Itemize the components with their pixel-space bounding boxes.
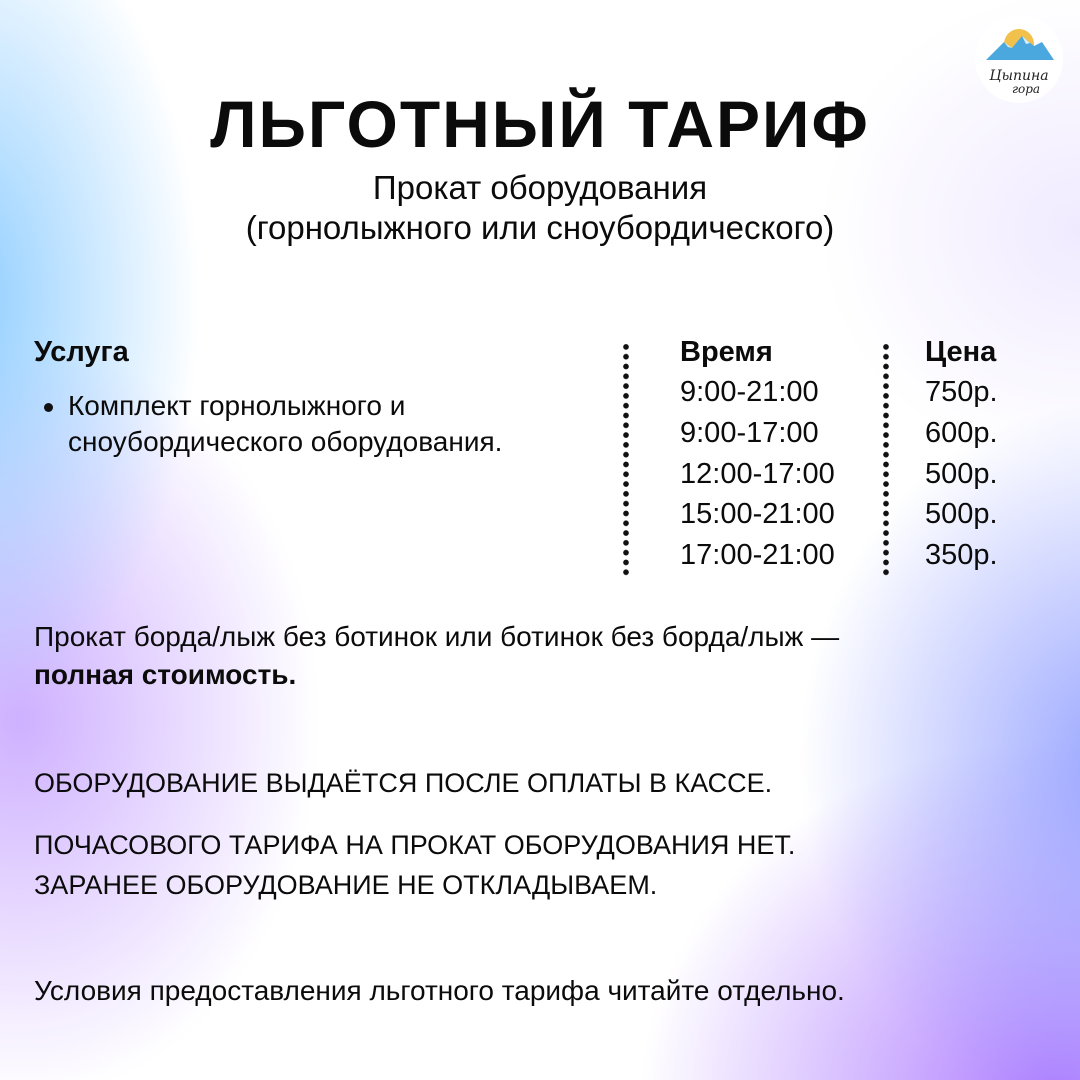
- time-cell: 9:00-21:00: [680, 376, 819, 408]
- price-column: [925, 372, 998, 576]
- service-item-line-1: Комплект горнолыжного и: [68, 390, 406, 421]
- time-cell: 9:00-17:00: [680, 416, 819, 449]
- subtitle-line-1: Прокат оборудования: [372, 169, 708, 206]
- time-cell: 12:00-17:00: [680, 457, 835, 490]
- service-item-line-2: сноубордического оборудования.: [68, 426, 503, 457]
- price-cell: 750р.: [925, 376, 998, 408]
- price-cell: 600р.: [925, 416, 998, 449]
- price-cell: 350р.: [925, 539, 998, 572]
- rental-note: [34, 618, 1054, 694]
- price-cell: 500р.: [925, 457, 998, 490]
- time-column-header: Время: [680, 336, 773, 368]
- rental-note-bold: полная стоимость.: [34, 659, 297, 690]
- notice-no-hourly: ПОЧАСОВОГО ТАРИФА НА ПРОКАТ ОБОРУДОВАНИЯ НЕТ.: [34, 830, 796, 860]
- time-cell: 17:00-21:00: [680, 539, 835, 572]
- time-column: [680, 372, 835, 576]
- service-item: [68, 388, 608, 460]
- subtitle-line-2: (горнолыжного или сноубордического): [245, 209, 835, 246]
- column-divider-dotted: [623, 342, 629, 578]
- notice-no-reservation: ЗАРАНЕЕ ОБОРУДОВАНИЕ НЕ ОТКЛАДЫВАЕМ.: [34, 870, 658, 900]
- time-cell: 15:00-21:00: [680, 498, 835, 531]
- price-column-header: Цена: [925, 336, 997, 368]
- price-cell: 500р.: [925, 498, 998, 531]
- page-subtitle: [0, 168, 1080, 248]
- rental-note-text: Прокат борда/лыж без ботинок или ботинок без борда/лыж —: [34, 621, 840, 652]
- column-divider-dotted: [883, 342, 889, 578]
- notice-payment: ОБОРУДОВАНИЕ ВЫДАЁТСЯ ПОСЛЕ ОПЛАТЫ В КАССЕ.: [34, 768, 773, 798]
- logo-text-line2: гора: [1011, 82, 1041, 96]
- footer-note: Условия предоставления льготного тарифа читайте отдельно.: [34, 975, 845, 1006]
- page-title: ЛЬГОТНЫЙ ТАРИФ: [210, 87, 870, 161]
- logo-text-line1: Цыпина: [989, 68, 1049, 84]
- bullet-icon: [44, 403, 53, 412]
- service-column-header: Услуга: [34, 336, 129, 368]
